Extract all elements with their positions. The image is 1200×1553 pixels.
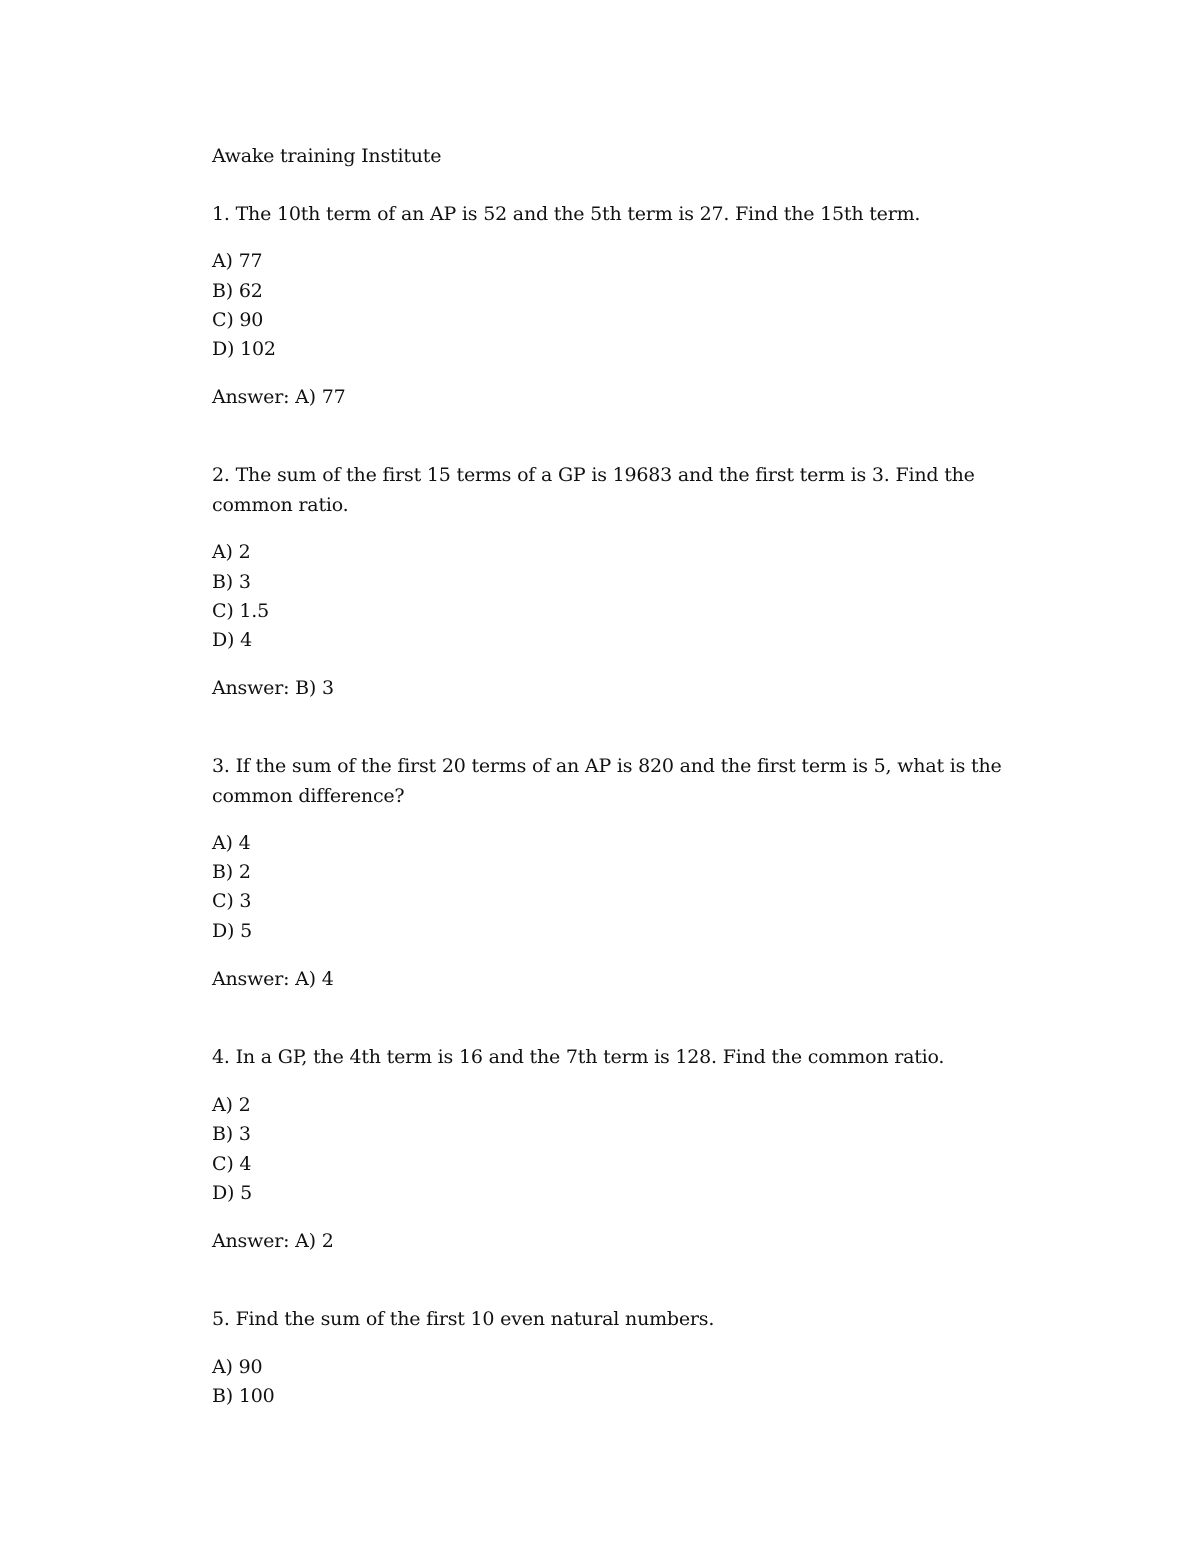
question-2-option-d: D) 4	[212, 629, 252, 651]
question-3-option-c: C) 3	[212, 890, 252, 912]
question-2-text-line-1: 2. The sum of the first 15 terms of a GP is 19683 and the first term is 3. Find the	[212, 464, 975, 486]
question-4-text: 4. In a GP, the 4th term is 16 and the 7th term is 128. Find the common ratio.	[212, 1046, 945, 1068]
question-1-option-c: C) 90	[212, 309, 264, 331]
question-4-option-b: B) 3	[212, 1123, 251, 1145]
question-3-option-b: B) 2	[212, 861, 251, 883]
question-2-option-c: C) 1.5	[212, 600, 270, 622]
question-5-text: 5. Find the sum of the first 10 even natural numbers.	[212, 1308, 715, 1330]
question-2-answer: Answer: B) 3	[212, 677, 334, 699]
question-2-option-a: A) 2	[212, 541, 251, 563]
question-4-option-a: A) 2	[212, 1094, 251, 1116]
question-1-option-a: A) 77	[212, 250, 263, 272]
question-4-option-c: C) 4	[212, 1153, 252, 1175]
question-3-text-line-1: 3. If the sum of the first 20 terms of an AP is 820 and the first term is 5, what is the	[212, 755, 1002, 777]
question-2-option-b: B) 3	[212, 571, 251, 593]
question-4-answer: Answer: A) 2	[212, 1230, 334, 1252]
question-1-text: 1. The 10th term of an AP is 52 and the 5th term is 27. Find the 15th term.	[212, 203, 921, 225]
question-3-text-line-2: common difference?	[212, 785, 405, 807]
question-3-option-a: A) 4	[212, 832, 251, 854]
question-2-text-line-2: common ratio.	[212, 494, 349, 516]
question-1-option-b: B) 62	[212, 280, 263, 302]
question-5-option-a: A) 90	[212, 1356, 263, 1378]
question-4-option-d: D) 5	[212, 1182, 252, 1204]
question-1-answer: Answer: A) 77	[212, 386, 346, 408]
question-5-option-b: B) 100	[212, 1385, 275, 1407]
question-3-answer: Answer: A) 4	[212, 968, 334, 990]
question-1-option-d: D) 102	[212, 338, 276, 360]
question-3-option-d: D) 5	[212, 920, 252, 942]
document-header: Awake training Institute	[212, 145, 442, 167]
